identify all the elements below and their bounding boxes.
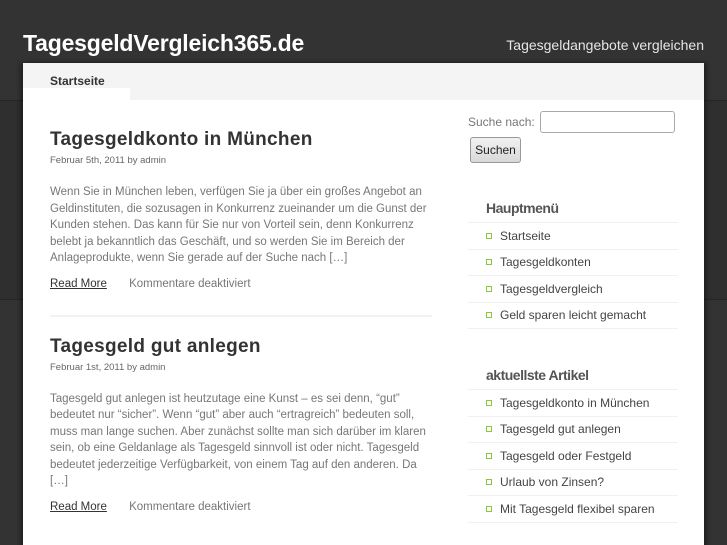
menu-item-geld-sparen[interactable]: Geld sparen leicht gemacht (468, 303, 678, 330)
post (50, 336, 432, 513)
search-button[interactable]: Suchen (470, 137, 521, 163)
main-menu-widget (468, 200, 678, 329)
post-meta: Februar 1st, 2011 by admin (50, 361, 166, 373)
recent-post-link[interactable]: Tagesgeld oder Festgeld (468, 443, 678, 470)
read-more-link[interactable]: Read More (50, 500, 107, 513)
search-label: Suche nach: (468, 115, 535, 129)
page-container (23, 63, 704, 545)
search-input[interactable] (540, 111, 675, 133)
square-bullet-icon (486, 506, 492, 512)
post-list (50, 129, 432, 513)
post-excerpt: Wenn Sie in München leben, verfügen Sie ja über ein großes Angebot an Geldinstituten, die sozusagen in Konkurrenz zueinander um die Gunst der Kunden stehen. Das kann für Sie nur von Vorteil sein, denn Konkurrenz belebt ja bekanntlich das Geschäft, und so werden Sie im Bereich der Anlageprodukte, wenn Sie gerade auf der Suche nach […] (50, 186, 427, 264)
square-bullet-icon (486, 426, 492, 432)
read-more-link[interactable]: Read More (50, 277, 107, 290)
square-bullet-icon (486, 400, 492, 406)
menu-item-startseite[interactable]: Startseite (468, 223, 678, 250)
nav-item-startseite[interactable]: Startseite (23, 63, 130, 100)
square-bullet-icon (486, 479, 492, 485)
square-bullet-icon (486, 233, 492, 239)
post (50, 129, 432, 290)
comments-status: Kommentare deaktiviert (129, 500, 251, 513)
menu-item-tagesgeldkonten[interactable]: Tagesgeldkonten (468, 250, 678, 277)
site-tagline: Tagesgeldangebote vergleichen (506, 37, 704, 53)
recent-posts-widget (468, 367, 678, 523)
square-bullet-icon (486, 259, 492, 265)
comments-status: Kommentare deaktiviert (129, 277, 251, 290)
search-form (468, 111, 678, 133)
post-title[interactable]: Tagesgeld gut anlegen (50, 335, 261, 357)
widget-title: Hauptmenü (468, 200, 678, 223)
square-bullet-icon (486, 453, 492, 459)
recent-post-link[interactable]: Urlaub von Zinsen? (468, 470, 678, 497)
post-footer (50, 501, 432, 513)
site-title[interactable]: TagesgeldVergleich365.de (23, 30, 305, 56)
recent-post-link[interactable]: Tagesgeld gut anlegen (468, 417, 678, 444)
recent-post-link[interactable]: Mit Tagesgeld flexibel sparen (468, 496, 678, 523)
sidebar (468, 111, 678, 523)
post-excerpt: Tagesgeld gut anlegen ist heutzutage eine Kunst – es sei denn, “gut” bedeutet nur “sicher”. Wenn “gut” aber auch “ertragreich” bedeuten soll, muss man lange suchen. Aber zunächst sollte man sich darüber im klaren sein, ob eine Geldanlage als Tagesgeld sinnvoll ist oder nicht. Tagesgeld bedeutet jederzeitige Verfügbarkeit, von einem Tag auf den anderen. Da […] (50, 392, 426, 487)
widget-title: aktuellste Artikel (468, 367, 678, 390)
post-footer (50, 278, 432, 290)
square-bullet-icon (486, 286, 492, 292)
post-divider (50, 315, 432, 317)
square-bullet-icon (486, 312, 492, 318)
post-meta: Februar 5th, 2011 by admin (50, 155, 167, 166)
menu-item-tagesgeldvergleich[interactable]: Tagesgeldvergleich (468, 276, 678, 303)
post-title[interactable]: Tagesgeldkonto in München (50, 129, 313, 150)
recent-post-link[interactable]: Tagesgeldkonto in München (468, 390, 678, 417)
main-navigation (23, 63, 704, 100)
